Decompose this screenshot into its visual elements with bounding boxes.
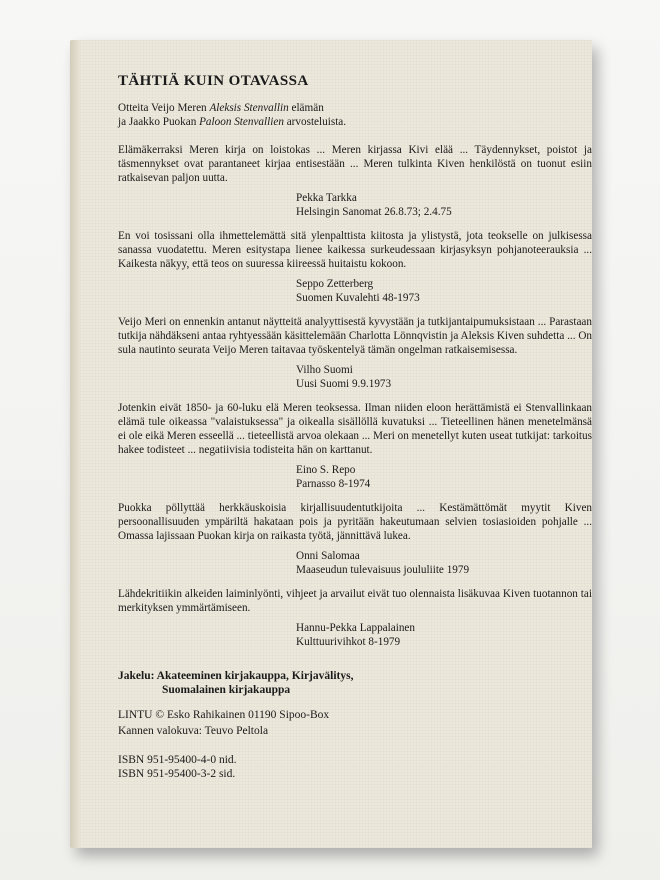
review-quote: Veijo Meri on ennenkin antanut näytteitä analyyttisestä kyvystään ja tutkijantaipumuksistaan ... Parastaan tutkija nähdäkseni antaa ryhtyessään käsittelemään Charlotta Lönnqvistin ja Aleksis Kiven suhdetta ... On sula nautinto seurata Veijo Meren taitavaa työskentelyä tämän ongelman ratkaisemisessa. — [118, 316, 592, 356]
review-quote: En voi tosissani olla ihmettelemättä sitä ylenpalttista kiitosta ja ylistystä, jota teokselle on julkisessa sanassa vuodatettu. Meren esitystapa lienee kaikessa surkeudessaan kirjasyksyn pohjanoteerauksia ... Kaikesta näkyy, että teos on suuressa kiireessä huitaistu kokoon. — [118, 230, 592, 270]
review-author: Onni Salomaa — [296, 550, 360, 562]
review-source — [296, 277, 592, 305]
intro-book-title-1: Aleksis Stenvallin — [209, 102, 289, 114]
review-quote: Puokka pöllyttää herkkäuskoisia kirjallisuudentutkijoita ... Kestämättömät myytit Kiven persoonallisuuden ympäriltä hakataan pois ja pyritään hakeutumaan selvien tosiasioiden pohjalle ... Omassa lajissaan Puokan kirja on raikasta työtä, jännittävä lukea. — [118, 502, 592, 542]
review-quote: Jotenkin eivät 1850- ja 60-luku elä Meren teoksessa. Ilman niiden eloon herättämistä ei Stenvallinkaan elämä tule oikeassa "valaistuksessa" ja oikealla sisällöllä kuvatuksi ... Tieteellinen hänen menetelmänsä ei ole eikä Meren esseellä ... tieteellistä arvoa olekaan ... Meri on menetellyt kuten useat tutkijat: tarkoitus hakee todisteet ... negatiivisia todisteita hän on karttanut. — [118, 402, 592, 456]
review-publication: Kulttuurivihkot 8-1979 — [296, 636, 401, 648]
review-author: Hannu-Pekka Lappalainen — [296, 622, 415, 634]
cover-title: TÄHTIÄ KUIN OTAVASSA — [118, 73, 309, 89]
review-entry — [118, 587, 592, 649]
review-entry — [118, 143, 592, 219]
review-source — [296, 549, 592, 577]
distribution-info — [118, 669, 592, 697]
review-entry — [118, 501, 592, 577]
distribution-line-2: Suomalainen kirjakauppa — [162, 684, 291, 696]
review-source — [296, 621, 592, 649]
review-entry — [118, 401, 592, 491]
review-publication: Parnasso 8-1974 — [296, 478, 371, 490]
book-spine-edge — [70, 40, 80, 848]
intro-text — [118, 101, 592, 129]
review-source — [296, 463, 592, 491]
review-quote: Lähdekritiikin alkeiden laiminlyönti, vihjeet ja arvailut eivät tuo olennaista lisäkuvaa Kiven tuotannon tai merkityksen ymmärtämiseen. — [118, 588, 592, 614]
review-author: Pekka Tarkka — [296, 192, 357, 204]
review-publication: Uusi Suomi 9.9.1973 — [296, 378, 392, 390]
review-source — [296, 363, 592, 391]
cover-surface — [80, 40, 592, 848]
cover-photo-credit: Kannen valokuva: Teuvo Peltola — [118, 725, 269, 737]
isbn-hardcover: ISBN 951-95400-3-2 sid. — [118, 768, 236, 780]
review-author: Vilho Suomi — [296, 364, 353, 376]
isbn-block — [118, 753, 592, 781]
publisher-line: LINTU © Esko Rahikainen 01190 Sipoo-Box — [118, 709, 330, 721]
intro-line-2-pre: ja Jaakko Puokan — [118, 116, 200, 128]
review-source — [296, 191, 592, 219]
intro-line-1 — [118, 101, 592, 115]
intro-book-title-2: Paloon Stenvallien — [199, 116, 284, 128]
review-quote: Elämäkerraksi Meren kirja on loistokas ... Meren kirjassa Kivi elää ... Täydennykset, poistot ja täsmennykset ovat parantaneet kirjaa entisestään ... Meren tulkinta Kiven henkilöstä on tuonut esiin ratkaisevan paljon uutta. — [118, 144, 592, 184]
review-publication: Suomen Kuvalehti 48-1973 — [296, 292, 420, 304]
colophon — [118, 707, 592, 739]
intro-line-1-pre: Otteita Veijo Meren — [118, 102, 210, 114]
isbn-paperback: ISBN 951-95400-4-0 nid. — [118, 754, 237, 766]
review-publication: Helsingin Sanomat 26.8.73; 2.4.75 — [296, 206, 452, 218]
review-author: Seppo Zetterberg — [296, 278, 374, 290]
cover-text-block — [118, 74, 592, 781]
review-author: Eino S. Repo — [296, 464, 356, 476]
intro-line-2-post: arvosteluista. — [283, 116, 347, 128]
book-back-cover — [70, 40, 592, 848]
distribution-line-1: Jakelu: Akateeminen kirjakauppa, Kirjavälitys, — [118, 670, 354, 682]
intro-line-2 — [118, 115, 592, 129]
intro-line-1-post: elämän — [288, 102, 324, 114]
review-entry — [118, 315, 592, 391]
review-publication: Maaseudun tulevaisuus joululiite 1979 — [296, 564, 470, 576]
review-entry — [118, 229, 592, 305]
